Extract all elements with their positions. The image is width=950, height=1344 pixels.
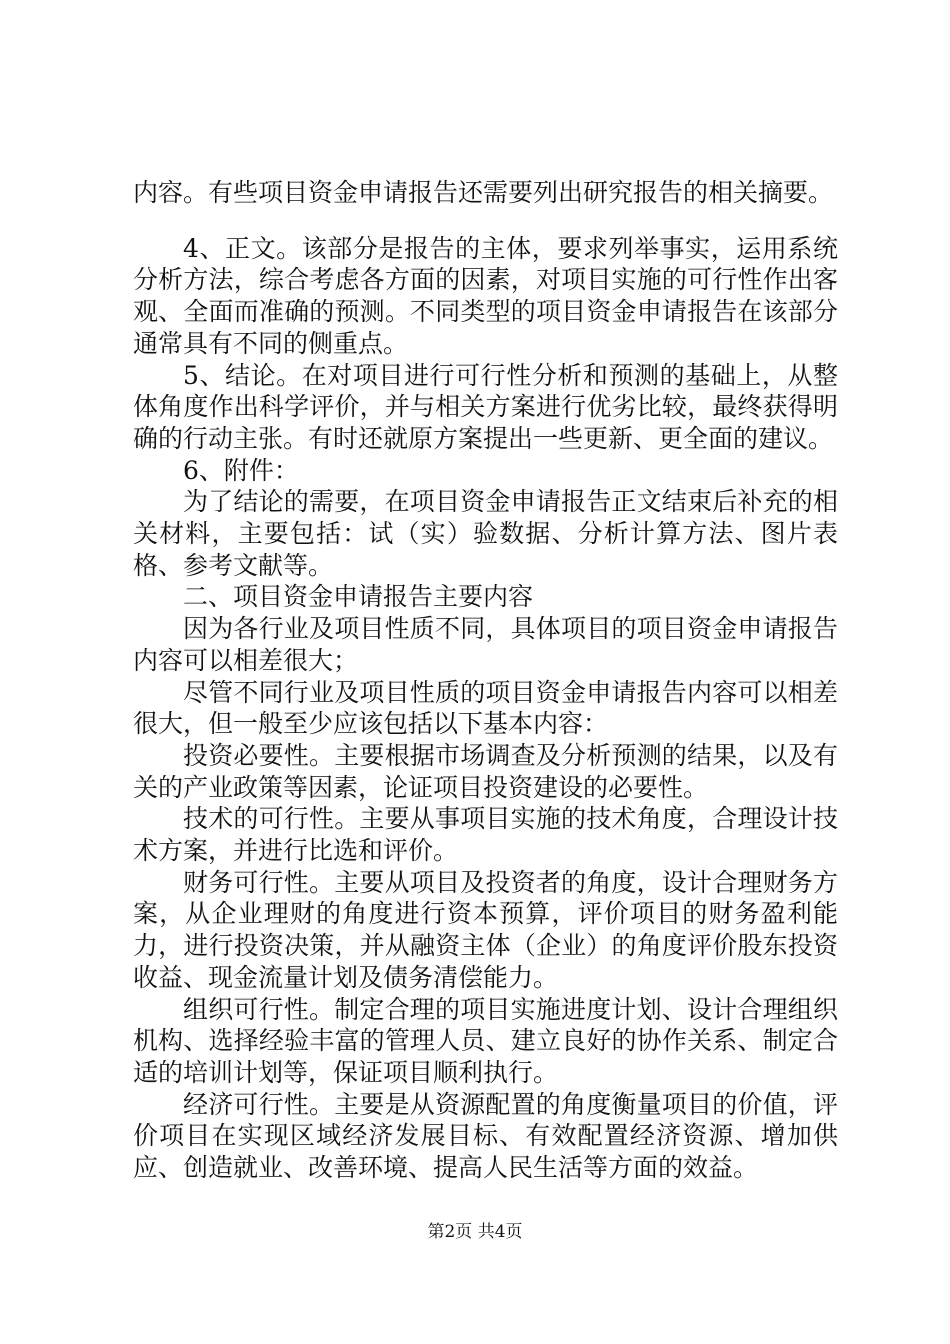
page-number-footer: 第2页 共4页 [427, 1222, 523, 1242]
paragraph-investment-necessity: 投资必要性。主要根据市场调查及分析预测的结果，以及有关的产业政策等因素，论证项目投资建设的必要性。 [133, 740, 838, 802]
paragraph-attachment-heading: 6、附件： [183, 455, 299, 485]
section-heading: 二、项目资金申请报告主要内容 [183, 582, 534, 612]
paragraph-continuation: 内容。有些项目资金申请报告还需要列出研究报告的相关摘要。 [133, 178, 834, 207]
document-body [133, 177, 838, 1184]
paragraph-attachment-body: 为了结论的需要，在项目资金申请报告正文结束后补充的相关材料，主要包括：试（实）验数据、分析计算方法、图片表格、参考文献等。 [133, 487, 838, 580]
paragraph-main-text: 4、正文。该部分是报告的主体，要求列举事实，运用系统分析方法，综合考虑各方面的因素，对项目实施的可行性作出客观、全面而准确的预测。不同类型的项目资金申请报告在该部分通常具有不同的侧重点。 [133, 233, 838, 358]
paragraph-economic-feasibility: 经济可行性。主要是从资源配置的角度衡量项目的价值，评价项目在实现区域经济发展目标、有效配置经济资源、增加供应、创造就业、改善环境、提高人民生活等方面的效益。 [133, 1089, 838, 1183]
paragraph-technical-feasibility: 技术的可行性。主要从事项目实施的技术角度，合理设计技术方案，并进行比选和评价。 [133, 804, 838, 866]
paragraph-financial-feasibility: 财务可行性。主要从项目及投资者的角度，设计合理财务方案，从企业理财的角度进行资本预算，评价项目的财务盈利能力，进行投资决策，并从融资主体（企业）的角度评价股东投资收益、现金流量计划及债务清偿能力。 [133, 867, 838, 992]
paragraph-conclusion: 5、结论。在对项目进行可行性分析和预测的基础上，从整体角度作出科学评价，并与相关方案进行优劣比较，最终获得明确的行动主张。有时还就原方案提出一些更新、更全面的建议。 [133, 360, 838, 453]
paragraph-variation: 因为各行业及项目性质不同，具体项目的项目资金申请报告内容可以相差很大； [133, 614, 838, 675]
paragraph-organizational-feasibility: 组织可行性。制定合理的项目实施进度计划、设计合理组织机构、选择经验丰富的管理人员、建立良好的协作关系、制定合适的培训计划等，保证项目顺利执行。 [133, 994, 838, 1087]
paragraph-basic-content: 尽管不同行业及项目性质的项目资金申请报告内容可以相差很大，但一般至少应该包括以下基本内容： [133, 677, 838, 739]
